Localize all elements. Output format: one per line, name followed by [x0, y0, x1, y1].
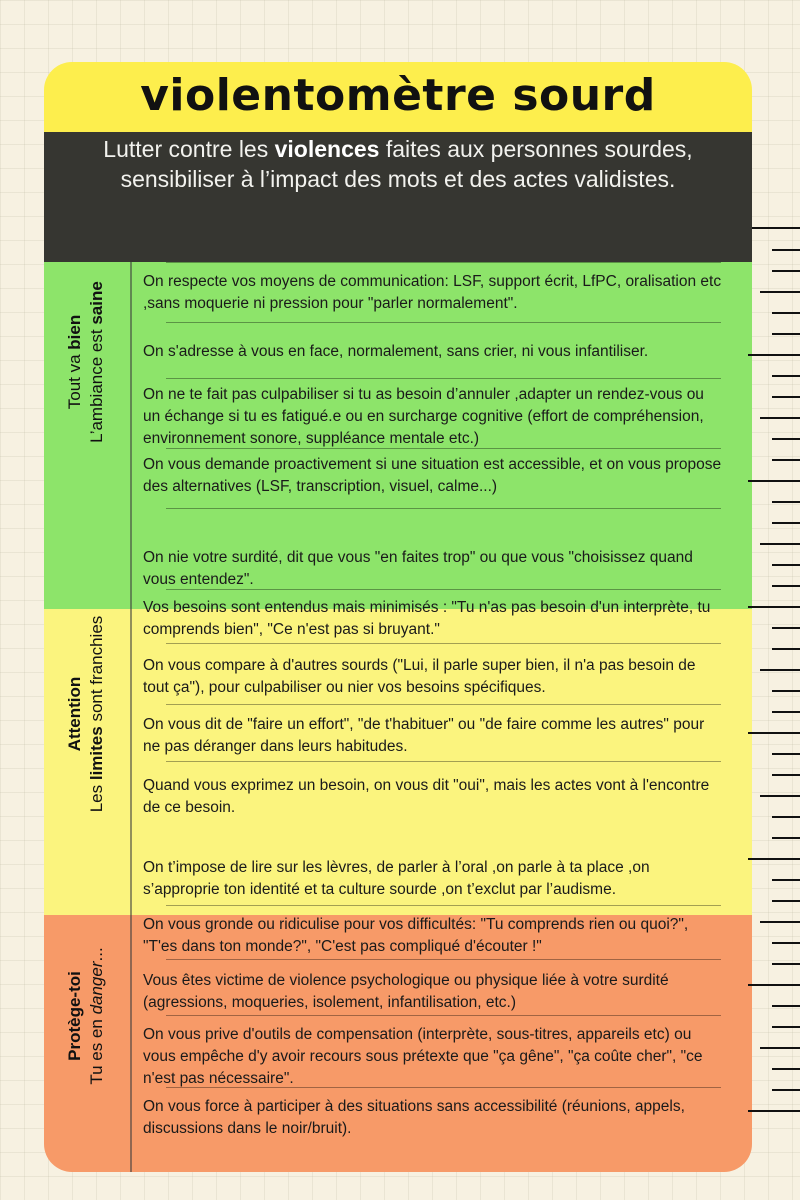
separator [166, 761, 721, 762]
list-item: On vous prive d'outils de compensation (interprète, sous-titres, appareils etc) ou vous empêche d'y avoir recours sous prétexte que "ça gêne", "ça coûte cher", "ce n'est pas nécessaire". [143, 1026, 703, 1087]
ruler-minor-tick [772, 879, 800, 881]
ruler-major-tick [748, 480, 800, 482]
ruler-minor-tick [772, 837, 800, 839]
ruler-minor-tick [772, 816, 800, 818]
ruler-minor-tick [772, 1068, 800, 1070]
separator [166, 1087, 721, 1088]
ruler-major-tick [748, 606, 800, 608]
ruler-medium-tick [760, 1047, 800, 1049]
ruler-minor-tick [772, 459, 800, 461]
ruler-minor-tick [772, 774, 800, 776]
ruler-medium-tick [760, 669, 800, 671]
list-item: On ne te fait pas culpabiliser si tu as besoin d’annuler ,adapter un rendez-vous ou un échange si tu es fatigué.e ou en surcharge cognitive (effort de compréhension, environnement sonore, suppléance mentale etc.) [143, 386, 704, 447]
list-item: Quand vous exprimez un besoin, on vous dit "oui", mais les actes vont à l'encontre de ce besoin. [143, 777, 710, 816]
ruler-major-tick [748, 984, 800, 986]
list-item: On nie votre surdité, dit que vous "en faites trop" ou que vous "choisissez quand vous entendez". [143, 549, 693, 588]
green-zone-label: Tout va bien L’ambiance est saine [65, 281, 106, 443]
ruler-major-tick [748, 227, 800, 229]
ruler-minor-tick [772, 522, 800, 524]
subtitle [44, 132, 752, 262]
ruler-major-tick [748, 858, 800, 860]
ruler-medium-tick [760, 291, 800, 293]
ruler-minor-tick [772, 564, 800, 566]
ruler-minor-tick [772, 963, 800, 965]
page-title: violentomètre sourd [140, 70, 656, 121]
list-item: On vous gronde ou ridiculise pour vos difficultés: "Tu comprends rien ou quoi?", "T'es dans ton monde?", "C'est pas compliqué d'écouter !" [143, 916, 689, 955]
red-zone-label: Protège-toi Tu es en danger... [65, 947, 106, 1085]
ruler-minor-tick [772, 753, 800, 755]
separator [166, 322, 721, 323]
ruler-medium-tick [760, 921, 800, 923]
separator [166, 959, 721, 960]
list-item: On vous force à participer à des situations sans accessibilité (réunions, appels, discussions dans le noir/bruit). [143, 1098, 685, 1137]
ruler-minor-tick [772, 396, 800, 398]
list-item: Vous êtes victime de violence psychologique ou physique liée à votre surdité (agressions, moqueries, isolement, infantilisation, etc.) [143, 972, 669, 1011]
separator [166, 508, 721, 509]
separator [166, 905, 721, 906]
subtitle-line-2: sensibiliser à l’impact des mots et des actes validistes. [120, 166, 676, 192]
ruler-medium-tick [760, 795, 800, 797]
ruler-minor-tick [772, 249, 800, 251]
ruler-minor-tick [772, 1089, 800, 1091]
list-item: On vous dit de "faire un effort", "de t'habituer" ou "de faire comme les autres" pour ne pas déranger dans leurs habitudes. [143, 716, 705, 755]
separator [166, 262, 721, 263]
separator [166, 378, 721, 379]
ruler-minor-tick [772, 1026, 800, 1028]
ruler-minor-tick [772, 942, 800, 944]
separator [166, 1015, 721, 1016]
list-item: Vos besoins sont entendus mais minimisés : "Tu n'as pas besoin d'un interprète, tu comprends bien", "Ce n'est pas si bruyant." [143, 599, 711, 638]
list-item: On t’impose de lire sur les lèvres, de parler à l’oral ,on parle à ta place ,on s’approprie ton identité et ta culture sourde ,on t’exclut par l’audisme. [143, 859, 650, 898]
yellow-zone-label: Attention Les limites sont franchies [65, 615, 106, 813]
separator [166, 643, 721, 644]
list-item: On vous demande proactivement si une situation est accessible, et on vous propose des alternatives (LSF, transcription, visuel, calme...) [143, 456, 722, 495]
ruler-minor-tick [772, 1005, 800, 1007]
separator [166, 589, 721, 590]
separator [166, 448, 721, 449]
ruler-minor-tick [772, 438, 800, 440]
ruler-minor-tick [772, 711, 800, 713]
list-item: On respecte vos moyens de communication: LSF, support écrit, LfPC, oralisation etc ,sans moquerie ni pression pour "parler normalement". [143, 273, 722, 312]
ruler-minor-tick [772, 690, 800, 692]
ruler-minor-tick [772, 900, 800, 902]
red-divider [130, 915, 132, 1172]
ruler-major-tick [748, 1110, 800, 1112]
ruler-medium-tick [760, 543, 800, 545]
ruler-minor-tick [772, 501, 800, 503]
ruler-minor-tick [772, 270, 800, 272]
ruler-minor-tick [772, 312, 800, 314]
list-item: On vous compare à d'autres sourds ("Lui, il parle super bien, il n'a pas besoin de tout ça"), pour culpabiliser ou nier vos besoins spécifiques. [143, 657, 696, 696]
ruler-minor-tick [772, 585, 800, 587]
list-item: On s'adresse à vous en face, normalement, sans crier, ni vous infantiliser. [143, 343, 649, 360]
separator [166, 704, 721, 705]
yellow-divider [130, 609, 132, 915]
ruler-minor-tick [772, 375, 800, 377]
ruler-minor-tick [772, 627, 800, 629]
ruler-minor-tick [772, 648, 800, 650]
violentometre-card [44, 62, 752, 1172]
ruler-minor-tick [772, 333, 800, 335]
ruler-major-tick [748, 354, 800, 356]
ruler-major-tick [748, 732, 800, 734]
ruler-medium-tick [760, 417, 800, 419]
subtitle-line-1: Lutter contre les violences faites aux personnes sourdes, [103, 136, 693, 162]
